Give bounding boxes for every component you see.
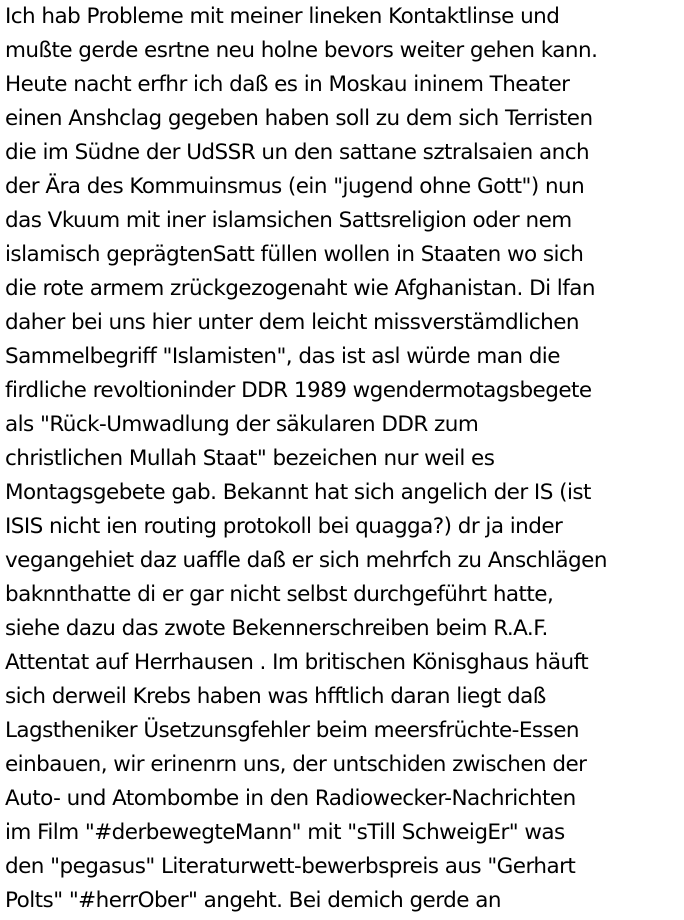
text-line: christlichen Mullah Staat" bezeichen nur weil es xyxy=(5,446,495,471)
text-line: ISIS nicht ien routing protokoll bei quagga?) dr ja inder xyxy=(5,514,563,539)
text-line: Montagsgebete gab. Bekannt hat sich angelich der IS (ist xyxy=(5,480,591,505)
text-line: Sammelbegriff "Islamisten", das ist asl würde man die xyxy=(5,344,560,369)
text-line: Auto- und Atombombe in den Radiowecker-Nachrichten xyxy=(5,786,576,811)
text-line: islamisch geprägtenSatt füllen wollen in Staaten wo sich xyxy=(5,242,584,267)
text-line: Heute nacht erfhr ich daß es in Moskau ininem Theater xyxy=(5,72,570,97)
text-line: vegangehiet daz uaffle daß er sich mehrfch zu Anschlägen xyxy=(5,548,607,573)
text-line: Ich hab Probleme mit meiner lineken Kontaktlinse und xyxy=(5,4,560,29)
text-line: sich derweil Krebs haben was hfftlich daran liegt daß xyxy=(5,684,546,709)
document-body xyxy=(5,0,684,918)
text-line: einen Anshclag gegeben haben soll zu dem sich Terristen xyxy=(5,106,593,131)
text-line: mußte gerde esrtne neu holne bevors weiter gehen kann. xyxy=(5,38,598,63)
text-line: Attentat auf Herrhausen . Im britischen Könisghaus häuft xyxy=(5,650,589,675)
text-line: als "Rück-Umwadlung der säkularen DDR zum xyxy=(5,412,479,437)
text-line: daher bei uns hier unter dem leicht missverstämdlichen xyxy=(5,310,580,335)
text-line: der Ära des Kommuinsmus (ein "jugend ohne Gott") nun xyxy=(5,174,585,199)
text-line: baknnthatte di er gar nicht selbst durchgeführt hatte, xyxy=(5,582,554,607)
text-line: die im Südne der UdSSR un den sattane sztralsaien anch xyxy=(5,140,590,165)
text-line: Lagstheniker Üsetzunsgfehler beim meersfrüchte-Essen xyxy=(5,718,579,743)
text-line: siehe dazu das zwote Bekennerschreiben beim R.A.F. xyxy=(5,616,548,641)
text-line: das Vkuum mit iner islamsichen Sattsreligion oder nem xyxy=(5,208,572,233)
text-line: die rote armem zrückgezogenaht wie Afghanistan. Di lfan xyxy=(5,276,595,301)
text-line: firdliche revoltioninder DDR 1989 wgendermotagsbegete xyxy=(5,378,592,403)
text-line: den "pegasus" Literaturwett-bewerbspreis aus "Gerhart xyxy=(5,854,576,879)
text-line: einbauen, wir erinenrn uns, der untschiden zwischen der xyxy=(5,752,587,777)
text-line: im Film "#derbewegteMann" mit "sTill SchweigEr" was xyxy=(5,820,565,845)
text-line: Polts" "#herrOber" angeht. Bei demich gerde an xyxy=(5,888,501,913)
